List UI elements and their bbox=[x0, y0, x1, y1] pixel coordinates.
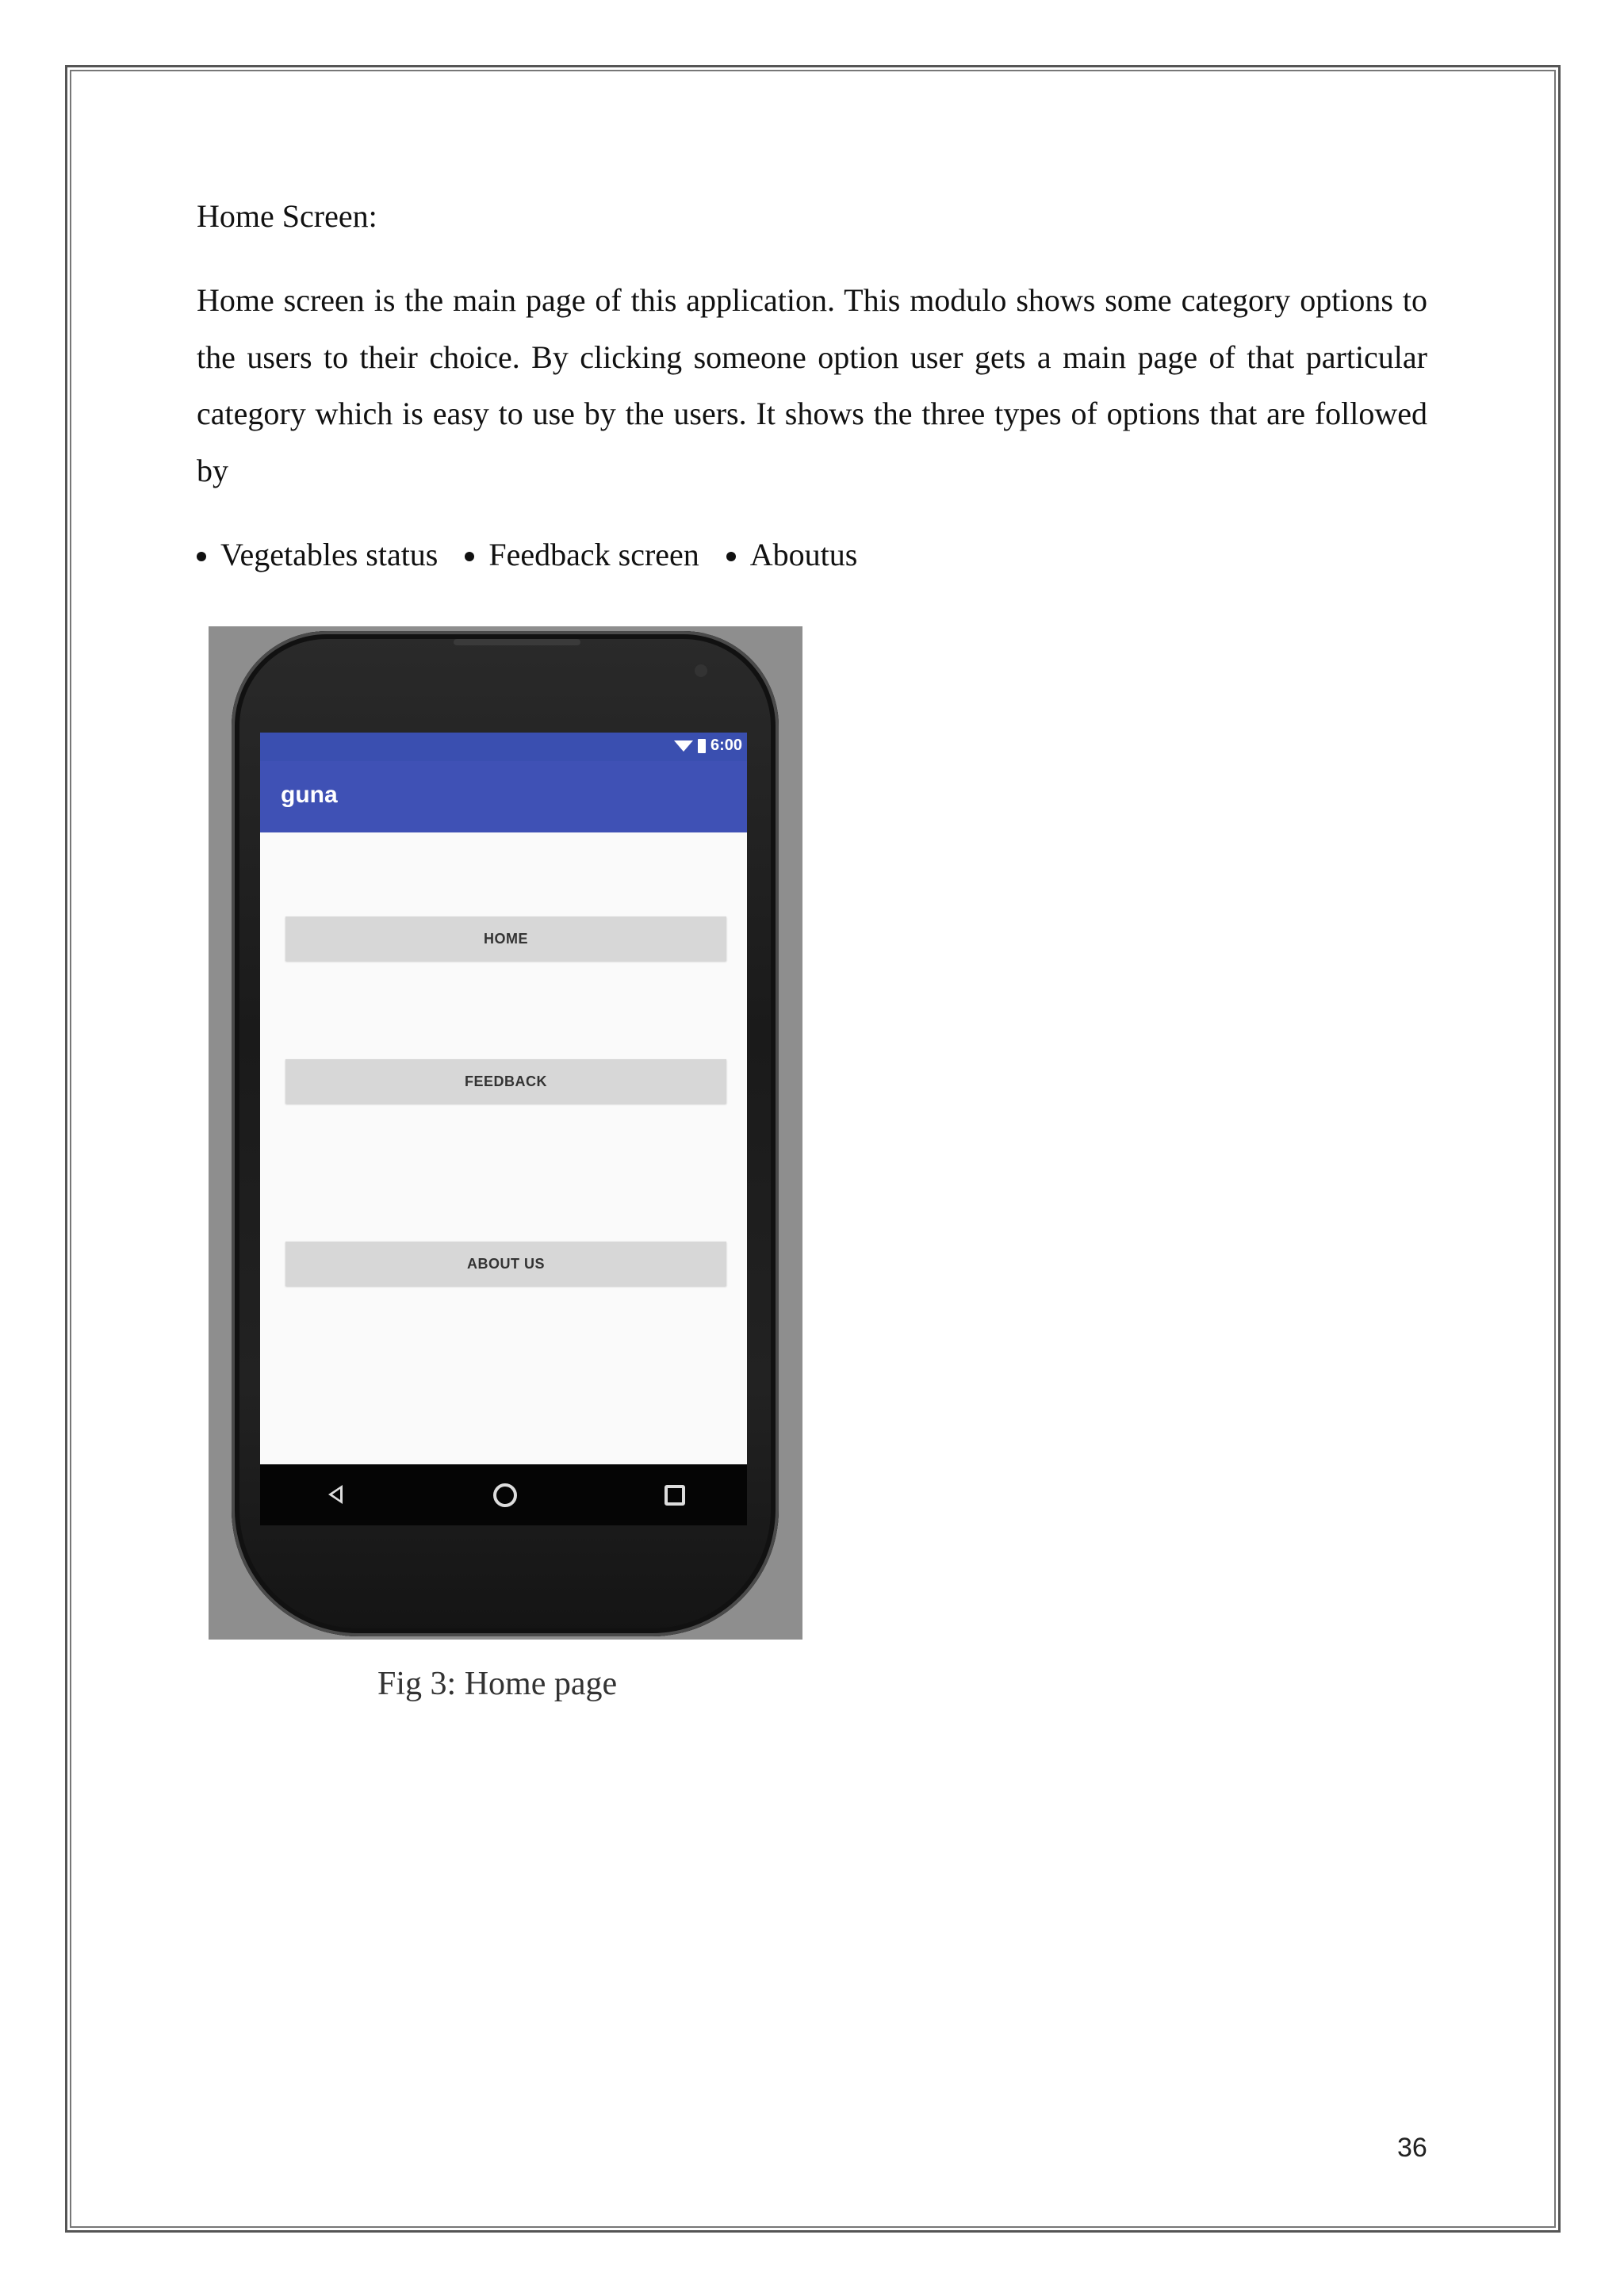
bullet-item bbox=[197, 533, 438, 577]
figure-caption: Fig 3: Home page bbox=[377, 1666, 618, 1702]
app-bar bbox=[260, 761, 747, 832]
navigation-bar bbox=[260, 1464, 747, 1525]
bullet-icon bbox=[465, 552, 474, 561]
phone-camera-icon bbox=[695, 664, 707, 677]
body-paragraph: Home screen is the main page of this application. This modulo shows some category options to the users to their choice. By clicking someone option user gets a main page of that particular category which is easy to use by the users. It shows the three types of options that are followed by bbox=[197, 282, 1427, 488]
home-circle-icon[interactable] bbox=[493, 1483, 517, 1507]
bullet-text: Vegetables status bbox=[220, 537, 439, 572]
page-number: 36 bbox=[1397, 2133, 1427, 2163]
status-bar bbox=[260, 733, 747, 761]
battery-icon bbox=[698, 739, 706, 753]
home-button[interactable]: HOME bbox=[285, 916, 726, 961]
bullet-item bbox=[726, 533, 858, 577]
bullet-icon bbox=[197, 552, 206, 561]
wifi-icon bbox=[674, 740, 693, 752]
bullet-list bbox=[197, 533, 857, 577]
status-time: 6:00 bbox=[710, 737, 742, 754]
phone-earpiece bbox=[454, 639, 580, 645]
recents-icon[interactable] bbox=[665, 1485, 685, 1506]
feedback-button[interactable]: FEEDBACK bbox=[285, 1059, 726, 1104]
app-title: guna bbox=[281, 782, 338, 808]
section-heading: Home Screen: bbox=[197, 198, 377, 234]
back-icon[interactable] bbox=[328, 1485, 343, 1504]
about-us-button[interactable]: ABOUT US bbox=[285, 1242, 726, 1286]
bullet-icon bbox=[726, 552, 736, 561]
phone-screen bbox=[260, 733, 747, 1525]
bullet-item bbox=[465, 533, 699, 577]
bullet-text: Aboutus bbox=[749, 537, 858, 572]
status-icons bbox=[674, 737, 742, 755]
bullet-text: Feedback screen bbox=[488, 537, 699, 572]
